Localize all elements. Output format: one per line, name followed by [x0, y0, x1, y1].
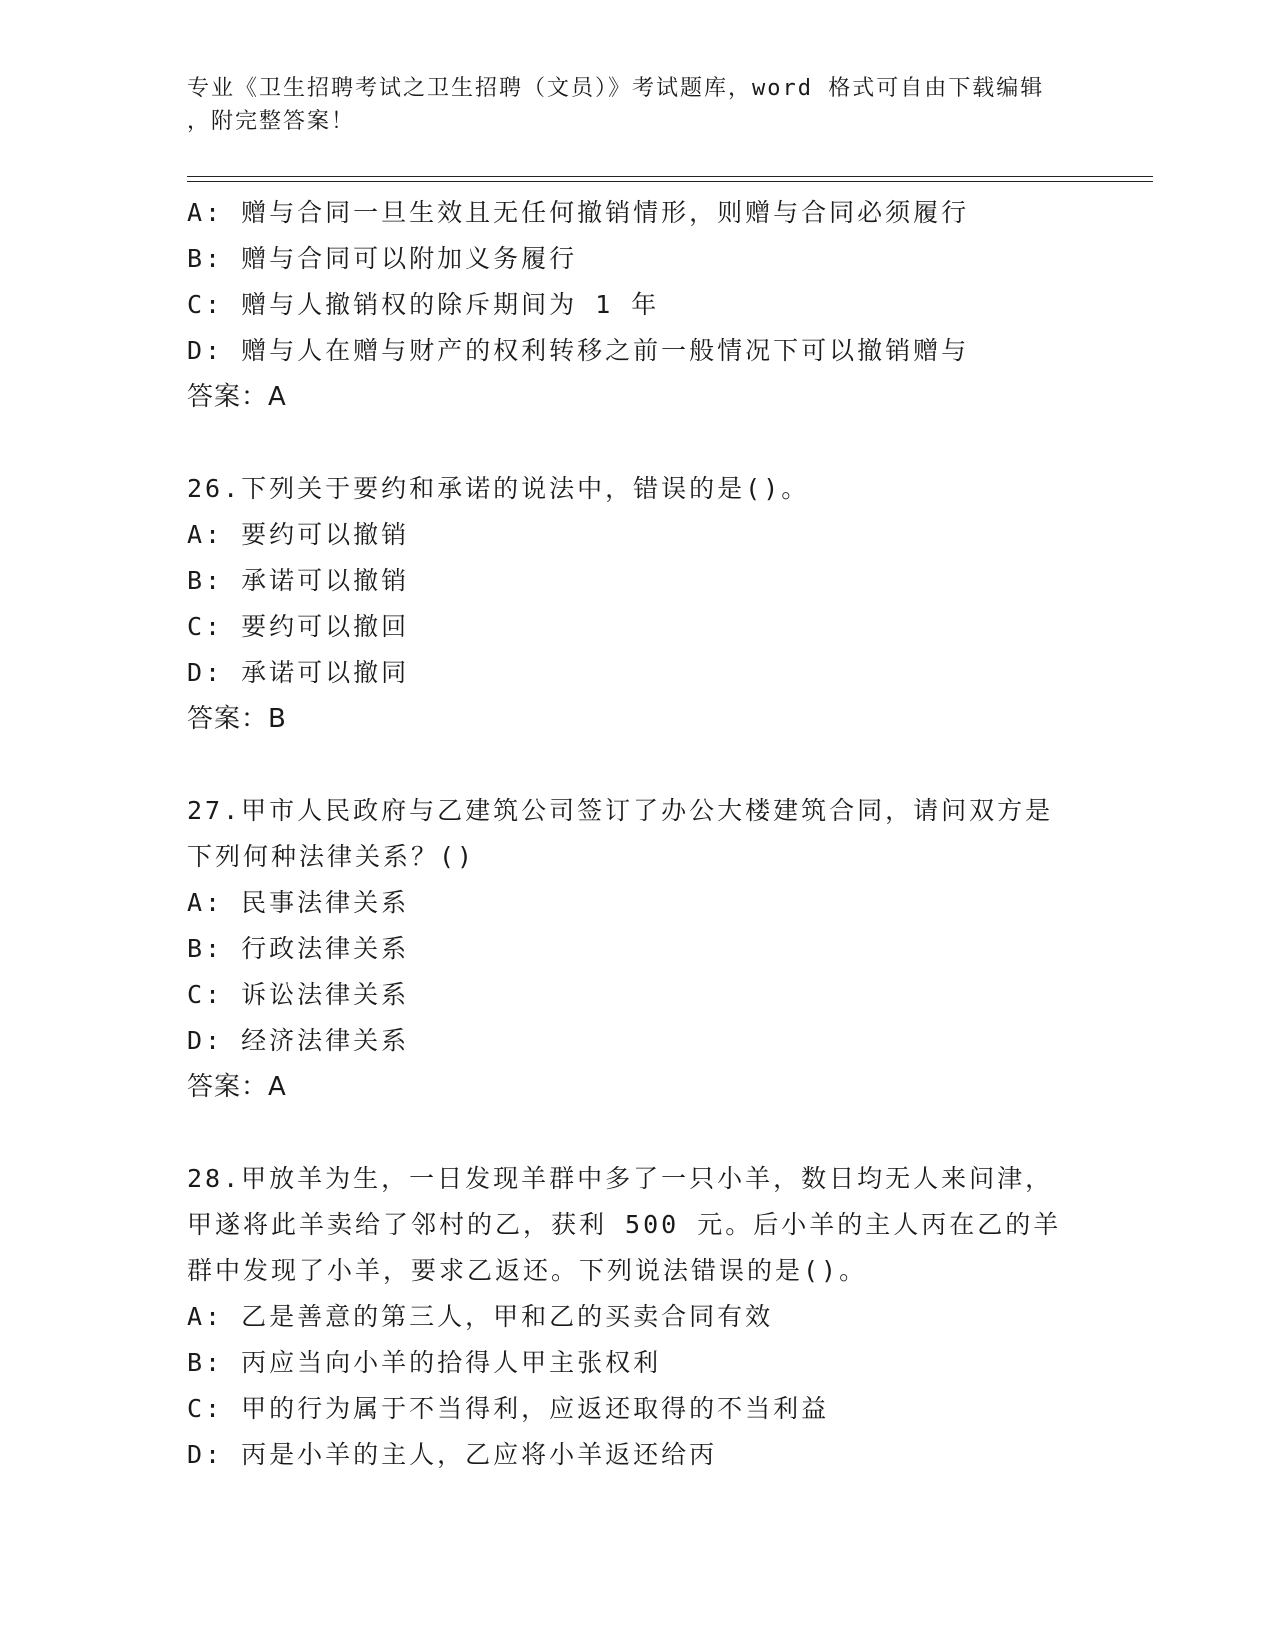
question-26 [187, 466, 1087, 742]
question-stem-line-1: 27.甲市人民政府与乙建筑公司签订了办公大楼建筑合同，请问双方是 [187, 796, 1054, 825]
option-b: B: 赠与合同可以附加义务履行 [187, 244, 578, 273]
question-28 [187, 1156, 1087, 1478]
answer-text: 答案：A [187, 1072, 287, 1102]
header-line-2: ，附完整答案！ [187, 109, 356, 134]
option-d: D: 丙是小羊的主人，乙应将小羊返还给丙 [187, 1440, 718, 1469]
answer-text: 答案：A [187, 382, 287, 412]
option-b: B: 行政法律关系 [187, 934, 410, 963]
question-25-continuation [187, 190, 1087, 420]
option-a: A: 要约可以撤销 [187, 520, 410, 549]
option-c: C: 赠与人撤销权的除斥期间为 1 年 [187, 290, 660, 319]
question-stem-line-2: 甲遂将此羊卖给了邻村的乙，获利 500 元。后小羊的主人丙在乙的羊 [187, 1210, 1062, 1239]
option-b: B: 承诺可以撤销 [187, 566, 410, 595]
option-c: C: 诉讼法律关系 [187, 980, 410, 1009]
option-d: D: 赠与人在赠与财产的权利转移之前一般情况下可以撤销赠与 [187, 336, 970, 365]
document-header [187, 72, 1067, 138]
option-a: A: 民事法律关系 [187, 888, 410, 917]
question-stem: 26.下列关于要约和承诺的说法中，错误的是()。 [187, 474, 810, 503]
header-line-1: 专业《卫生招聘考试之卫生招聘（文员）》考试题库，word 格式可自由下载编辑 [187, 76, 1045, 101]
option-c: C: 甲的行为属于不当得利，应返还取得的不当利益 [187, 1394, 830, 1423]
option-a: A: 赠与合同一旦生效且无任何撤销情形，则赠与合同必须履行 [187, 198, 970, 227]
question-list [187, 190, 1087, 1478]
question-stem-line-2: 下列何种法律关系？() [187, 842, 476, 871]
option-a: A: 乙是善意的第三人，甲和乙的买卖合同有效 [187, 1302, 774, 1331]
option-b: B: 丙应当向小羊的拾得人甲主张权利 [187, 1348, 662, 1377]
answer-text: 答案：B [187, 704, 287, 734]
option-d: D: 承诺可以撤同 [187, 658, 410, 687]
option-d: D: 经济法律关系 [187, 1026, 410, 1055]
question-stem-line-1: 28.甲放羊为生，一日发现羊群中多了一只小羊，数日均无人来问津， [187, 1164, 1054, 1193]
question-stem-line-3: 群中发现了小羊，要求乙返还。下列说法错误的是()。 [187, 1256, 868, 1285]
header-divider-bottom [187, 181, 1153, 182]
question-27 [187, 788, 1087, 1110]
header-divider-top [187, 176, 1153, 177]
option-c: C: 要约可以撤回 [187, 612, 410, 641]
